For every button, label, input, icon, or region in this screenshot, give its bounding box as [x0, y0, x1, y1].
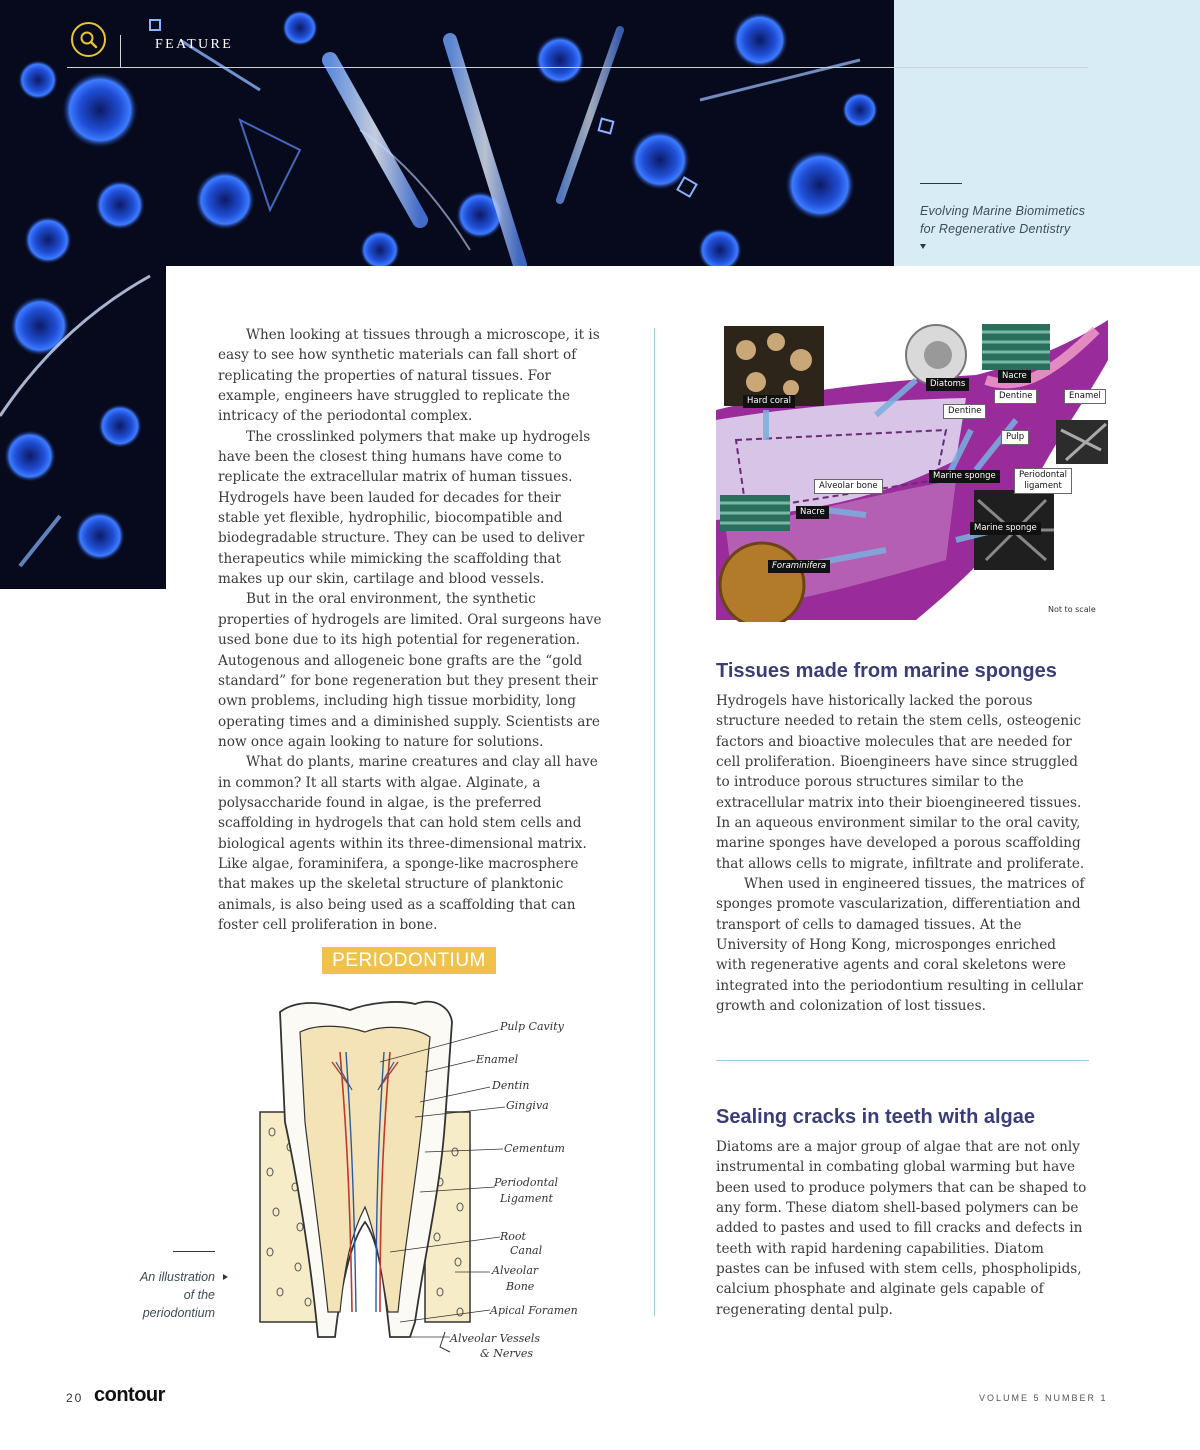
- page-number: 20: [66, 1391, 84, 1405]
- hero-image-extension: [0, 266, 166, 589]
- label-nacre-bottom: Nacre: [796, 506, 829, 519]
- label-alveolar: Alveolar: [492, 1264, 539, 1277]
- label-marine-sponge-2: Marine sponge: [970, 522, 1041, 535]
- label-periodontal: Periodontal: [1019, 470, 1067, 480]
- section-divider: [716, 1060, 1089, 1061]
- section-heading: Sealing cracks in teeth with algae: [716, 1106, 1036, 1128]
- label-ligament: ligament: [1024, 481, 1062, 491]
- article-subtitle: [920, 202, 1120, 238]
- down-arrow-icon: [920, 244, 926, 249]
- header-rule: [67, 67, 1088, 68]
- header-divider: [120, 35, 121, 67]
- label-enamel: Enamel: [476, 1053, 519, 1066]
- label-root: Root: [500, 1230, 526, 1243]
- left-column-text: [218, 325, 603, 935]
- label-nacre-top: Nacre: [998, 370, 1031, 383]
- not-to-scale-note: Not to scale: [1048, 605, 1096, 614]
- periodontium-caption: [100, 1268, 215, 1322]
- label-bone: Bone: [506, 1280, 535, 1293]
- body-paragraph: The crosslinked polymers that make up hydrogels have been the closest thing humans have come to replicate the extracellular matrix of human tissues. Hydrogels have been lauded for decades for their stable yet flexible, hydrophilic, biocompatible and biodegradable structure. They can be used to deliver therapeutics while mimicking the scaffolding that makes up our skin, cartilage and blood vessels.: [218, 428, 591, 588]
- body-paragraph: Hydrogels have historically lacked the porous structure needed to retain the stem cells, osteogenic factors and bioactive molecules that are needed for cell proliferation. Bioengineers have since struggled to introduce porous structures similar to the extracellular matrix into their bioengineered tissues. In an aqueous environment similar to the oral cavity, marine sponges have developed a porous scaffolding that allows cells to migrate, infiltrate and proliferate.: [716, 693, 1085, 872]
- subtitle-line-2: for Regenerative Dentistry: [920, 222, 1071, 236]
- label-ligament: Ligament: [500, 1192, 553, 1205]
- section-label: FEATURE: [155, 37, 234, 52]
- biomimetic-figure: [716, 320, 1110, 622]
- volume-info: VOLUME 5 NUMBER 1: [979, 1393, 1108, 1403]
- section-marine-sponges: [716, 657, 1090, 1017]
- label-dentin: Dentin: [492, 1079, 530, 1092]
- label-foraminifera: Foraminifera: [768, 560, 830, 573]
- side-panel-rule: [920, 183, 962, 184]
- label-periodontal-ligament: [1014, 468, 1072, 494]
- section-heading: Tissues made from marine sponges: [716, 660, 1057, 682]
- body-paragraph: What do plants, marine creatures and clay all have in common? It all starts with algae. Alginate, a polysaccharide found in algae, is the preferred scaffolding in hydrogels that can hold stem cells and biological agents within its three-dimensional matrix. Like algae, foraminifera, a sponge-like macrosphere that makes up the skeletal structure of planktonic animals, is also being used as a scaffolding that can foster cell proliferation in bone.: [218, 754, 598, 933]
- magnifier-icon: [71, 22, 106, 57]
- column-divider: [654, 328, 655, 1316]
- caption-rule: [173, 1251, 215, 1252]
- body-paragraph: Diatoms are a major group of algae that are not only instrumental in combating global warming but have been used to produce polymers that can be shaped to any form. These diatom shell-based polymers can be added to pastes and used to fill cracks and defects in teeth with rapid hardening capabilities. Diatom pastes can be infused with stem cells, phospholipids, calcium phosphate and alginate gels capable of regenerating dental pulp.: [716, 1139, 1087, 1318]
- label-enamel: Enamel: [1064, 389, 1106, 404]
- right-arrow-icon: [223, 1274, 228, 1280]
- caption-line-3: periodontium: [142, 1306, 215, 1320]
- hero-microscope-image: [0, 0, 894, 266]
- label-marine-sponge-1: Marine sponge: [929, 470, 1000, 483]
- subtitle-line-1: Evolving Marine Biomimetics: [920, 204, 1086, 218]
- label-pulp-cavity: Pulp Cavity: [500, 1020, 564, 1033]
- section-algae: [716, 1103, 1090, 1320]
- label-hard-coral: Hard coral: [743, 395, 795, 408]
- label-nerves: & Nerves: [480, 1347, 534, 1360]
- label-gingiva: Gingiva: [506, 1099, 549, 1112]
- label-diatoms: Diatoms: [926, 378, 969, 391]
- caption-line-1: An illustration: [139, 1270, 215, 1284]
- label-apical-foramen: Apical Foramen: [490, 1304, 578, 1317]
- periodontium-illustration: [240, 992, 580, 1367]
- label-periodontal: Periodontal: [494, 1176, 559, 1189]
- caption-line-2: of the: [183, 1288, 215, 1302]
- periodontium-title: PERIODONTIUM: [322, 947, 496, 974]
- label-alveolar-vessels: Alveolar Vessels: [450, 1332, 541, 1345]
- label-dentine-1: Dentine: [994, 389, 1037, 404]
- label-cementum: Cementum: [504, 1142, 565, 1155]
- body-paragraph: But in the oral environment, the synthetic properties of hydrogels are limited. Oral surgeons have used bone due to its high potential for regeneration. Autogenous and allogeneic bone grafts are the “gold standard” for bone regeneration but they present their own problems, including high tissue morbidity, long operating times and a diminished supply. Scientists are now once again looking to nature for solutions.: [218, 591, 602, 750]
- label-dentine-2: Dentine: [943, 404, 986, 419]
- body-paragraph: When looking at tissues through a microscope, it is easy to see how synthetic materials can fall short of replicating the properties of natural tissues. For example, engineers have struggled to replicate the intricacy of the periodontal complex.: [218, 327, 600, 425]
- label-pulp: Pulp: [1001, 430, 1029, 445]
- brand-logo: contour: [94, 1384, 165, 1406]
- body-paragraph: When used in engineered tissues, the matrices of sponges promote vascularization, differentiation and transport of cells to damaged tissues. At the University of Hong Kong, microsponges enriched with regenerative agents and coral skeletons were integrated into the periodontium resulting in cellular growth and colonization of lost tissues.: [716, 876, 1085, 1015]
- label-alveolar-bone: Alveolar bone: [814, 479, 883, 494]
- label-canal: Canal: [510, 1244, 543, 1257]
